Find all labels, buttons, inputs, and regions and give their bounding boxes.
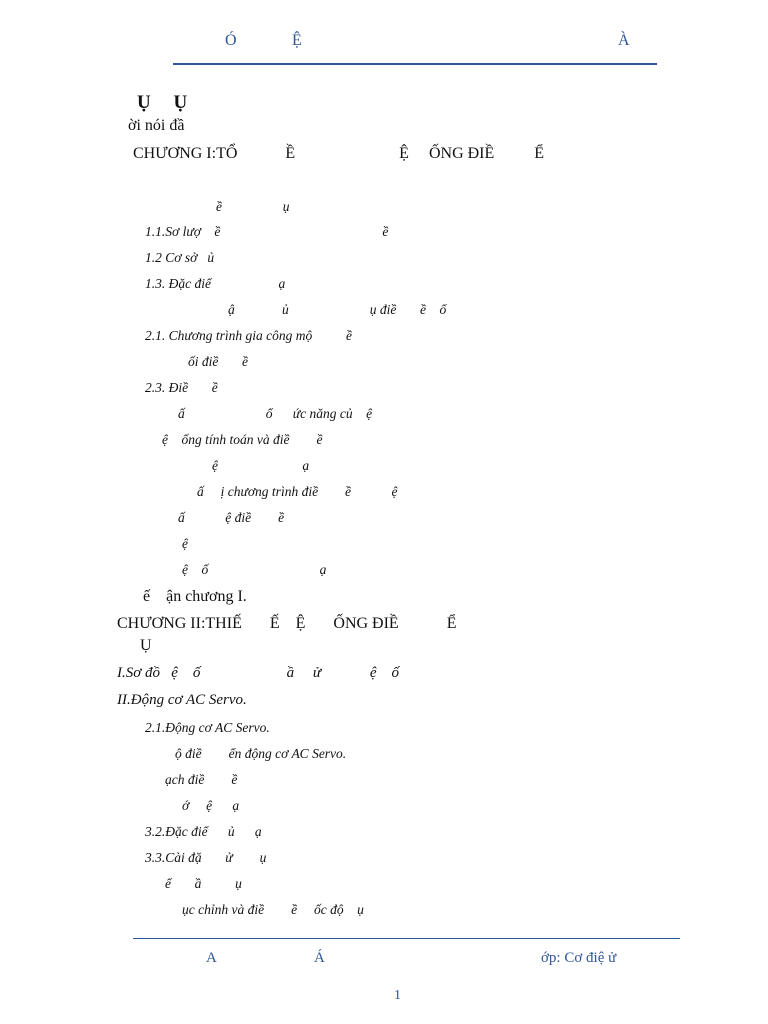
toc-entry[interactable]: ớ ệ ạ bbox=[182, 798, 240, 813]
toc-entry[interactable]: ấ ệ điề ề bbox=[178, 510, 285, 525]
toc-entry[interactable]: II.Động cơ AC Servo. bbox=[117, 692, 247, 708]
header-left-text: Ó bbox=[225, 32, 237, 49]
toc-entry[interactable]: 3.3.Cài đặ ử ụ bbox=[145, 850, 267, 865]
toc-entry[interactable]: CHƯƠNG II:THIẾ Ế Ệ ỐNG ĐIỀ Ể bbox=[117, 615, 457, 632]
toc-entry[interactable]: Ụ bbox=[140, 637, 152, 654]
toc-entry[interactable]: ề ụ bbox=[216, 199, 290, 214]
toc-entry[interactable]: ộ điề ển động cơ AC Servo. bbox=[175, 746, 347, 761]
page-number: 1 bbox=[394, 988, 401, 1003]
footer-mid-text: Á bbox=[314, 950, 325, 966]
footer-left-text: A bbox=[206, 950, 217, 966]
toc-entry[interactable]: ấ ị chương trình điề ề ệ bbox=[197, 484, 398, 499]
toc-entry[interactable]: ấ ổ ức năng củ ệ bbox=[178, 406, 373, 421]
footer-rule bbox=[133, 938, 680, 939]
toc-entry[interactable]: 2.1. Chương trình gia công mộ ề bbox=[145, 328, 352, 343]
toc-entry[interactable]: ế ận chương I. bbox=[143, 588, 247, 605]
header-right-text: À bbox=[618, 32, 630, 49]
toc-entry[interactable]: ệ ống tính toán và điề ề bbox=[162, 432, 323, 447]
toc-entry[interactable]: 1.3. Đặc điể ạ bbox=[145, 276, 286, 291]
toc-entry[interactable]: ệ ạ bbox=[212, 458, 310, 473]
toc-entry[interactable]: ạch điề ề bbox=[165, 772, 238, 787]
toc-entry[interactable]: ục chỉnh và điề ề ốc độ ụ bbox=[182, 902, 364, 917]
toc-entry[interactable]: ể ầ ụ bbox=[165, 876, 242, 891]
toc-entry[interactable]: ậ ủ ụ điề ề ổ bbox=[228, 302, 447, 317]
toc-entry[interactable]: 2.3. Điề ề bbox=[145, 380, 218, 395]
toc-entry[interactable]: 1.1.Sơ lượ ề ề bbox=[145, 224, 389, 239]
toc-entry[interactable]: 2.1.Động cơ AC Servo. bbox=[145, 720, 270, 735]
header-mid-text: Ệ bbox=[292, 32, 302, 49]
toc-title: Ụ Ụ bbox=[137, 92, 188, 113]
toc-entry[interactable]: I.Sơ đồ ệ ố ầ ử ệ ố bbox=[117, 665, 399, 681]
toc-entry[interactable]: ệ ố ạ bbox=[182, 562, 327, 577]
toc-entry[interactable]: 3.2.Đặc điể ủ ạ bbox=[145, 824, 262, 839]
footer-right-text: ớp: Cơ điệ ử bbox=[541, 950, 617, 966]
header-rule bbox=[173, 63, 657, 65]
toc-entry[interactable]: ời nói đầ bbox=[128, 117, 185, 134]
toc-entry[interactable]: 1.2 Cơ sở ủ bbox=[145, 250, 215, 265]
toc-entry[interactable]: ệ bbox=[182, 536, 188, 551]
toc-entry[interactable]: ối điề ề bbox=[188, 354, 248, 369]
toc-entry[interactable]: CHƯƠNG I:TỔ Ề Ệ ỐNG ĐIỀ Ể bbox=[133, 145, 545, 162]
